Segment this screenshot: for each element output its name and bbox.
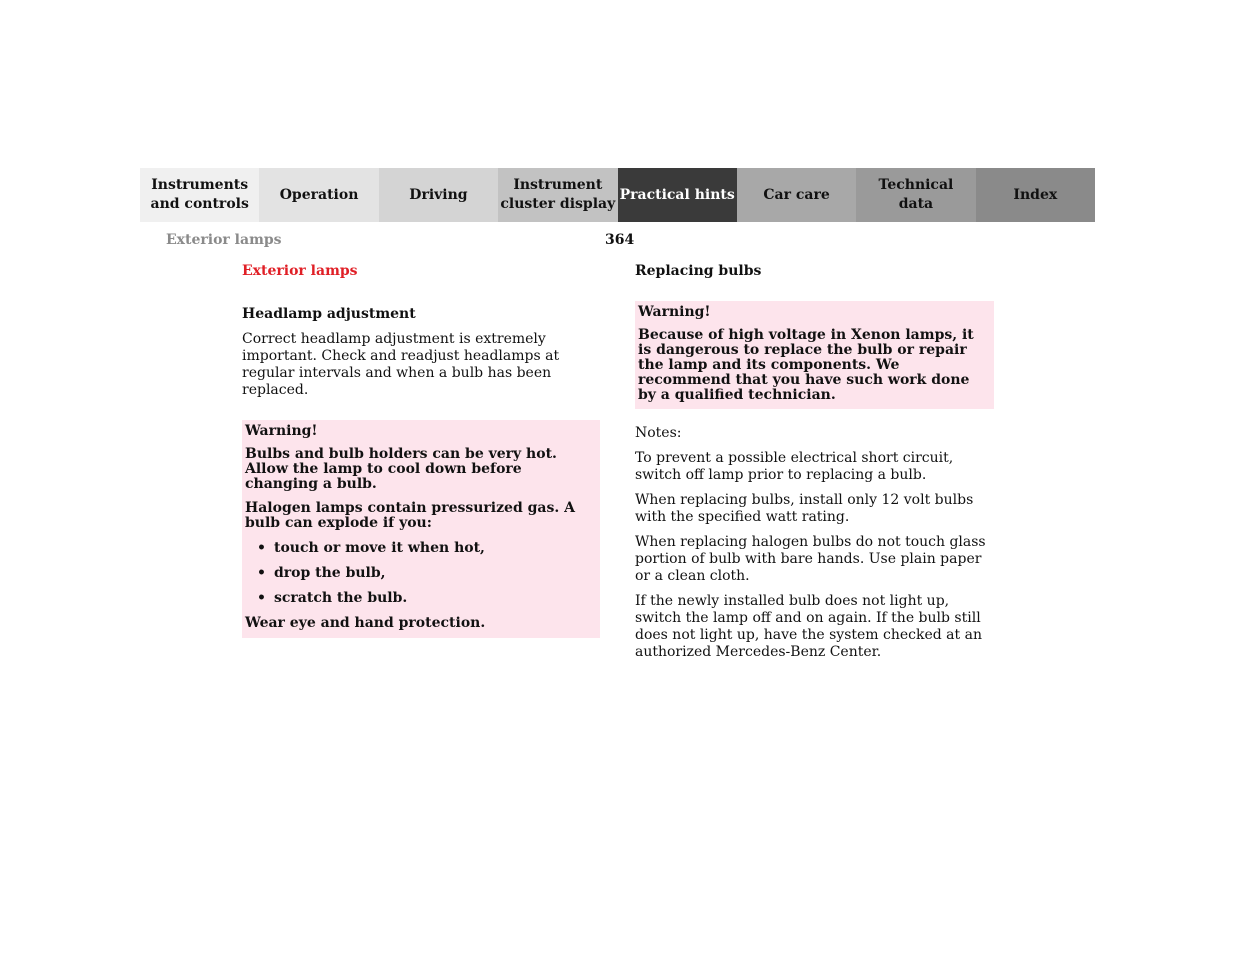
bullet-icon: •	[257, 565, 266, 581]
list-item-text: scratch the bulb.	[274, 590, 408, 606]
list-item	[245, 590, 597, 607]
list-item-text: touch or move it when hot,	[274, 540, 485, 556]
right-column	[635, 262, 994, 661]
warning-hot-bulbs: Bulbs and bulb holders can be very hot. Allow the lamp to cool down before changing a bulb.	[245, 446, 557, 492]
section-label: Exterior lamps	[166, 232, 282, 248]
warning-title: Warning!	[638, 304, 711, 320]
notes-label: Notes:	[635, 425, 682, 441]
tab-car-care[interactable]: Car care	[737, 168, 856, 222]
headlamp-adjustment-heading: Headlamp adjustment	[242, 306, 416, 322]
chapter-nav	[140, 168, 1095, 222]
note-item: When replacing bulbs, install only 12 volt bulbs with the specified watt rating.	[635, 492, 974, 525]
warning-protection: Wear eye and hand protection.	[245, 615, 486, 631]
warning-box-xenon	[635, 301, 994, 409]
tab-instrument-cluster-display[interactable]: Instrument cluster display	[498, 168, 617, 222]
warning-pressurized-gas: Halogen lamps contain pressurized gas. A bulb can explode if you:	[245, 500, 575, 531]
bullet-icon: •	[257, 540, 266, 556]
tab-practical-hints[interactable]: Practical hints	[618, 168, 737, 222]
note-item: If the newly installed bulb does not light up, switch the lamp off and on again. If the bulb still does not light up, have the system checked at an authorized Mercedes-Benz Center.	[635, 593, 982, 660]
left-column	[242, 262, 600, 638]
tab-instruments-and-controls[interactable]: Instruments and controls	[140, 168, 259, 222]
list-item-text: drop the bulb,	[274, 565, 386, 581]
list-item	[245, 540, 597, 557]
page-number: 364	[605, 232, 635, 248]
tab-index[interactable]: Index	[976, 168, 1095, 222]
note-item: When replacing halogen bulbs do not touch glass portion of bulb with bare hands. Use plain paper or a clean cloth.	[635, 534, 986, 584]
warning-title: Warning!	[245, 423, 318, 439]
headlamp-adjustment-text: Correct headlamp adjustment is extremely important. Check and readjust headlamps at regular intervals and when a bulb has been replaced.	[242, 331, 560, 398]
tab-operation[interactable]: Operation	[259, 168, 378, 222]
tab-driving[interactable]: Driving	[379, 168, 498, 222]
replacing-bulbs-heading: Replacing bulbs	[635, 263, 762, 279]
warning-xenon-text: Because of high voltage in Xenon lamps, it is dangerous to replace the bulb or repair the lamp and its components. We recommend that you have such work done by a qualified technician.	[638, 327, 974, 403]
note-item: To prevent a possible electrical short circuit, switch off lamp prior to replacing a bulb.	[635, 450, 954, 483]
page-title: Exterior lamps	[242, 263, 358, 279]
list-item	[245, 565, 597, 582]
bullet-icon: •	[257, 590, 266, 606]
tab-technical-data[interactable]: Technical data	[856, 168, 975, 222]
warning-list	[245, 540, 597, 607]
warning-box-bulbs	[242, 420, 600, 638]
